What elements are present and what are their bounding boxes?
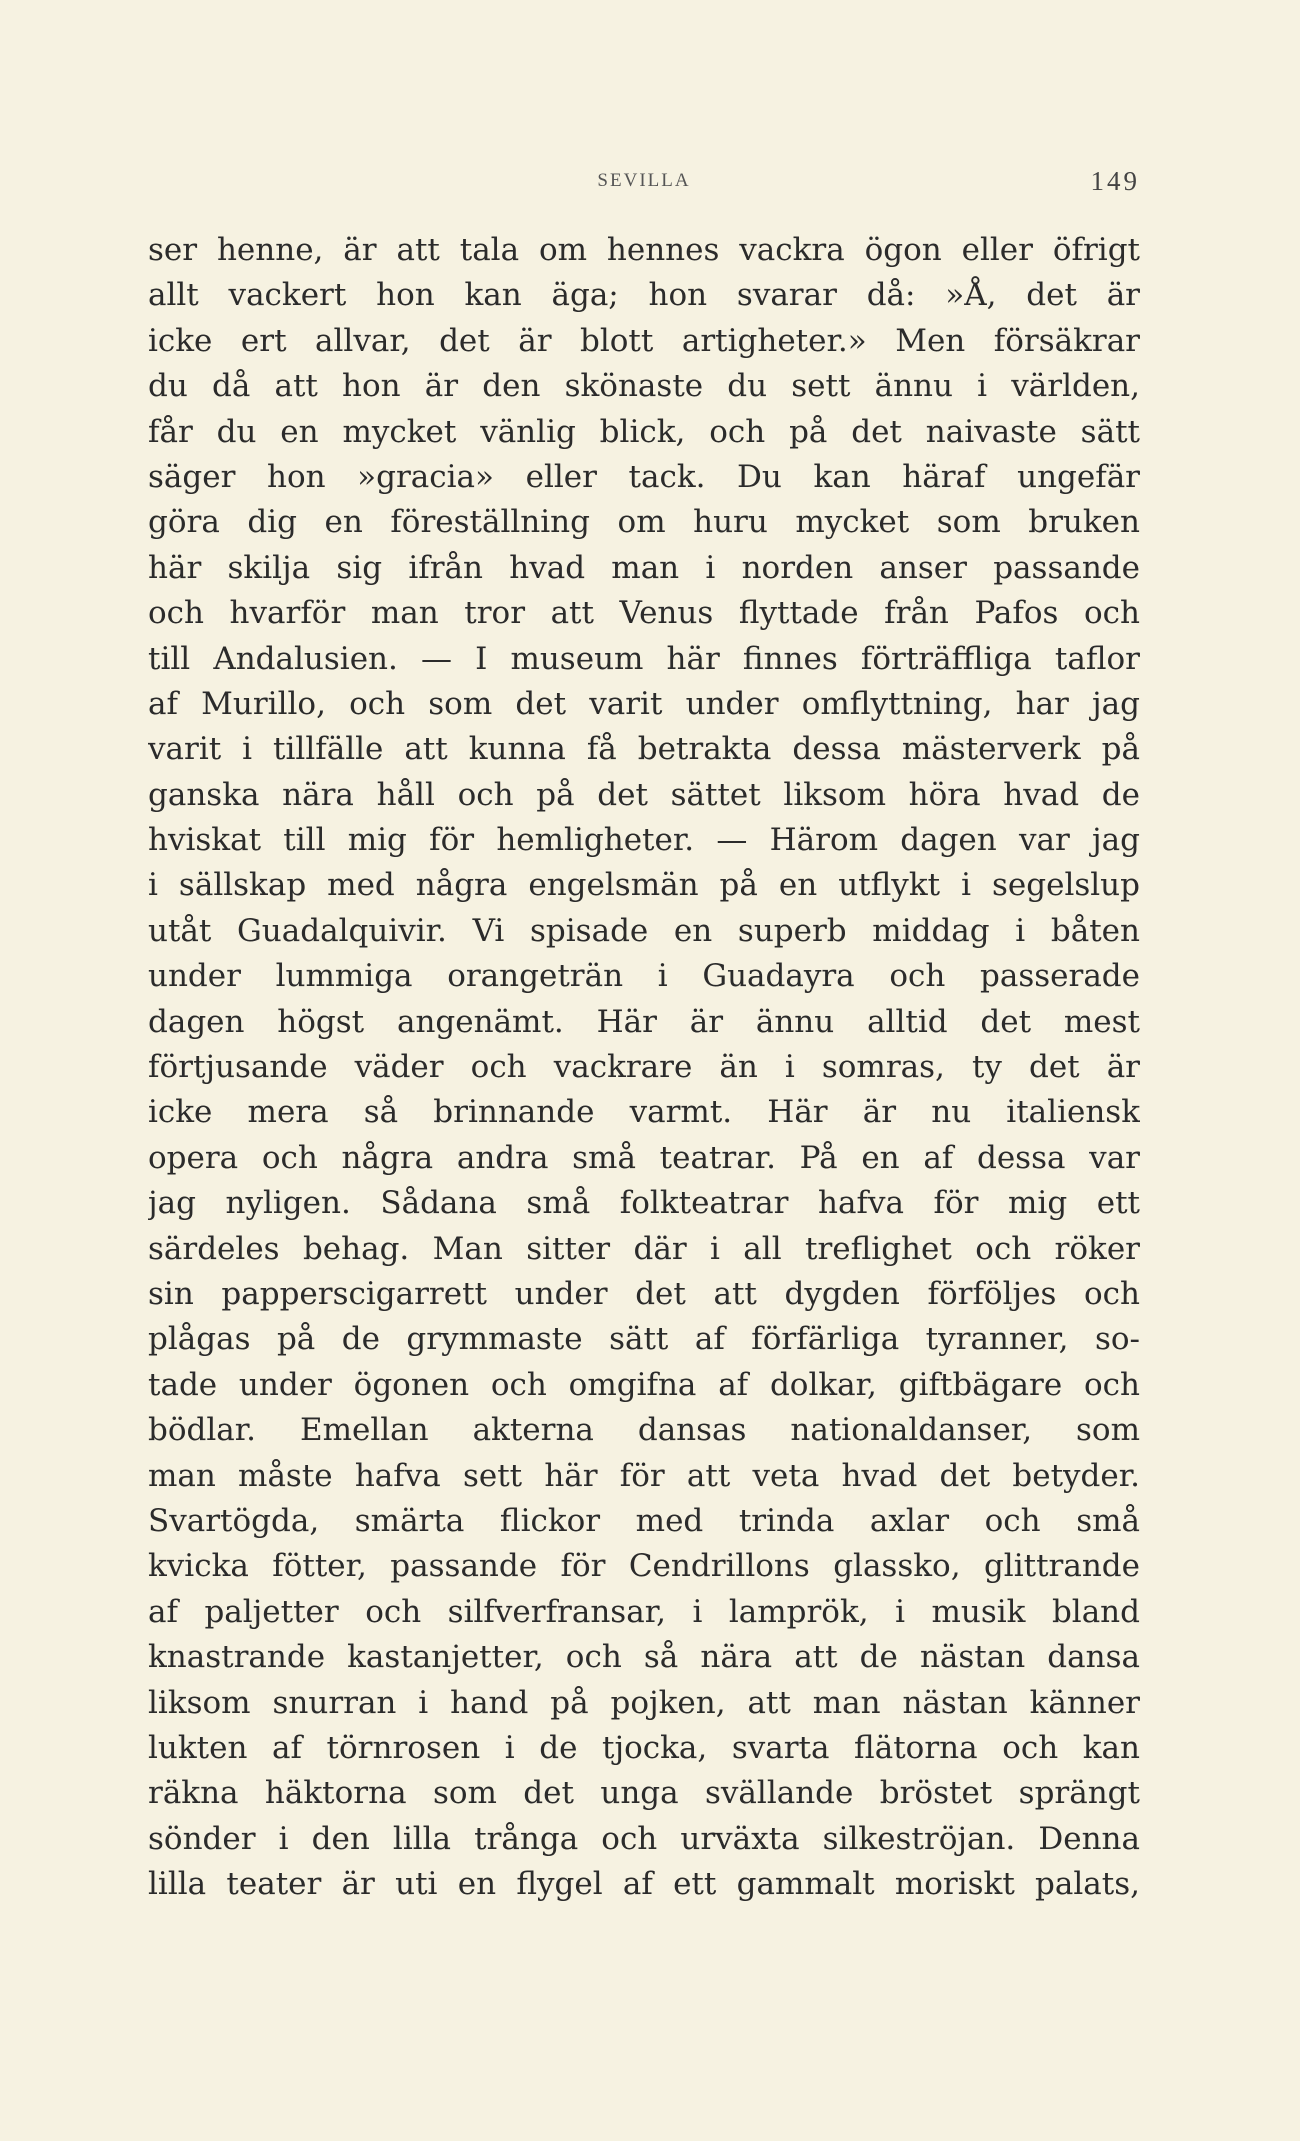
text-line: sin papperscigarrett under det att dygden förföljes och [148, 1275, 1140, 1312]
text-line: och hvarför man tror att Venus flyttade från Pafos och [148, 595, 1140, 632]
text-line: under lummiga orangeträn i Guadayra och passerade [148, 958, 1140, 995]
text-line: dagen högst angenämt. Här är ännu alltid det mest [148, 1003, 1140, 1040]
page-number: 149 [1090, 166, 1140, 196]
text-line: sönder i den lilla trånga och urväxta silkeströjan. Denna [148, 1820, 1140, 1857]
text-line: icke ert allvar, det är blott artigheter.» Men försäkrar [148, 322, 1140, 359]
text-line: du då att hon är den skönaste du sett ännu i världen, [148, 368, 1140, 405]
text-line: lukten af törnrosen i de tjocka, svarta flätorna och kan [148, 1729, 1140, 1766]
text-line: till Andalusien. — I museum här finnes förträffliga taflor [148, 640, 1140, 677]
body-text [148, 228, 1140, 1907]
text-line: förtjusande väder och vackrare än i somras, ty det är [148, 1049, 1140, 1086]
text-line: räkna häktorna som det unga svällande bröstet sprängt [148, 1775, 1140, 1812]
text-line: här skilja sig ifrån hvad man i norden anser passande [148, 549, 1140, 586]
text-line: icke mera så brinnande varmt. Här är nu italiensk [148, 1094, 1140, 1131]
running-head [148, 166, 1140, 196]
text-line: allt vackert hon kan äga; hon svarar då: »Å, det är [148, 277, 1140, 314]
text-line: säger hon »gracia» eller tack. Du kan häraf ungefär [148, 458, 1140, 495]
text-line: knastrande kastanjetter, och så nära att de nästan dansa [148, 1639, 1140, 1676]
text-line: plågas på de grymmaste sätt af förfärliga tyranner, so- [148, 1321, 1140, 1358]
text-line: göra dig en föreställning om huru mycket som bruken [148, 504, 1140, 541]
text-line: hviskat till mig för hemligheter. — Härom dagen var jag [148, 822, 1140, 859]
text-line: kvicka fötter, passande för Cendrillons glassko, glittrande [148, 1548, 1140, 1585]
text-line: man måste hafva sett här för att veta hvad det betyder. [148, 1457, 1140, 1494]
text-line: i sällskap med några engelsmän på en utflykt i segelslup [148, 867, 1140, 904]
text-line: opera och några andra små teatrar. På en af dessa var [148, 1139, 1140, 1176]
text-line: Svartögda, smärta flickor med trinda axlar och små [148, 1502, 1140, 1539]
text-line: får du en mycket vänlig blick, och på det naivaste sätt [148, 413, 1140, 450]
text-line: bödlar. Emellan akterna dansas nationaldanser, som [148, 1412, 1140, 1449]
text-line: varit i tillfälle att kunna få betrakta dessa mästerverk på [148, 731, 1140, 768]
running-title: SEVILLA [597, 170, 691, 191]
text-line: af paljetter och silfverfransar, i lamprök, i musik bland [148, 1593, 1140, 1630]
text-line: ser henne, är att tala om hennes vackra ögon eller öfrigt [148, 232, 1140, 268]
text-line: lilla teater är uti en flygel af ett gammalt moriskt palats, [148, 1866, 1140, 1903]
text-line: liksom snurran i hand på pojken, att man nästan känner [148, 1684, 1140, 1721]
text-line: särdeles behag. Man sitter där i all treflighet och röker [148, 1230, 1140, 1267]
text-line: ganska nära håll och på det sättet liksom höra hvad de [148, 776, 1140, 813]
text-line: af Murillo, och som det varit under omflyttning, har jag [148, 685, 1140, 722]
text-line: tade under ögonen och omgifna af dolkar, giftbägare och [148, 1366, 1140, 1403]
text-line: utåt Guadalquivir. Vi spisade en superb middag i båten [148, 912, 1140, 949]
text-line: jag nyligen. Sådana små folkteatrar hafva för mig ett [148, 1185, 1140, 1222]
